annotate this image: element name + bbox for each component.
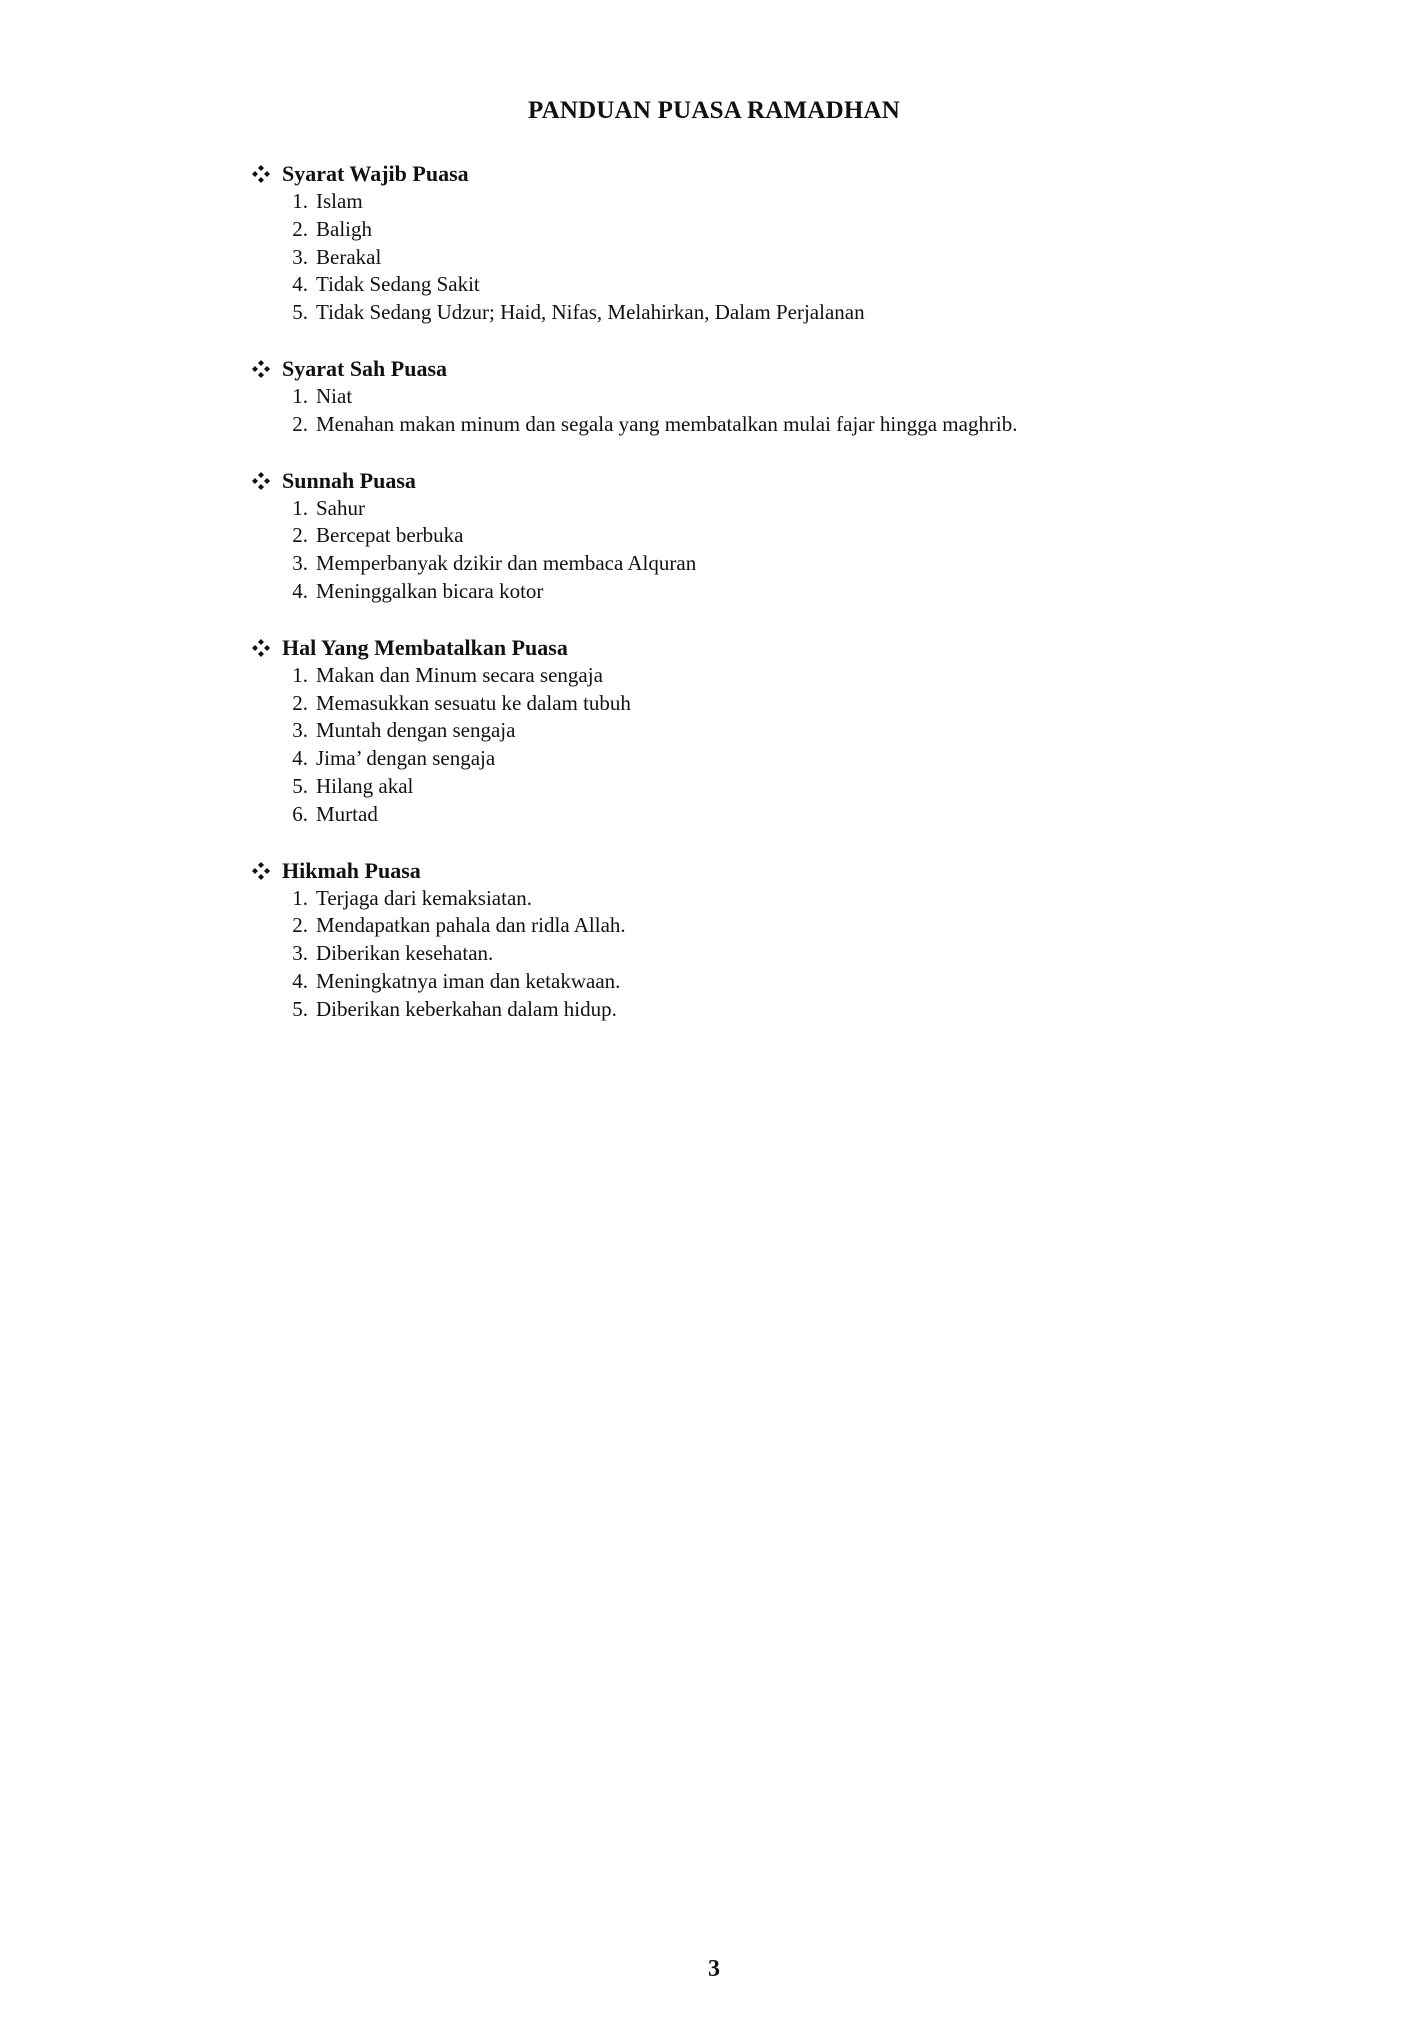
list-item-text: Makan dan Minum secara sengaja bbox=[316, 662, 603, 687]
numbered-list bbox=[252, 662, 1252, 829]
list-item-text: Berakal bbox=[316, 244, 382, 269]
list-item-text: Mendapatkan pahala dan ridla Allah. bbox=[316, 913, 626, 938]
section-heading bbox=[252, 857, 1252, 885]
list-item bbox=[282, 188, 1252, 216]
list-item-text: Meninggalkan bicara kotor bbox=[316, 578, 544, 603]
list-item-text: Baligh bbox=[316, 216, 372, 241]
list-item-text: Diberikan kesehatan. bbox=[316, 941, 494, 966]
list-item bbox=[282, 690, 1252, 718]
list-item-number: 5. bbox=[292, 300, 308, 325]
page-number: 3 bbox=[708, 1956, 720, 1982]
list-item-text: Niat bbox=[316, 383, 353, 408]
list-item-number: 5. bbox=[292, 773, 308, 798]
list-item-text: Memperbanyak dzikir dan membaca Alquran bbox=[316, 551, 697, 576]
section-heading-text: Hikmah Puasa bbox=[282, 857, 421, 883]
list-item-number: 2. bbox=[292, 411, 308, 436]
page-title: PANDUAN PUASA RAMADHAN bbox=[528, 97, 900, 124]
numbered-list bbox=[252, 495, 1252, 606]
list-item-number: 1. bbox=[292, 662, 308, 687]
list-item-number: 4. bbox=[292, 272, 308, 297]
list-item-number: 3. bbox=[292, 244, 308, 269]
section-hal-yang-membatalkan-puasa bbox=[252, 634, 1252, 829]
list-item-text: Muntah dengan sengaja bbox=[316, 718, 516, 743]
list-item-text: Hilang akal bbox=[316, 773, 414, 798]
list-item bbox=[282, 662, 1252, 690]
list-item-text: Sahur bbox=[316, 495, 365, 520]
list-item bbox=[282, 912, 1252, 940]
list-item bbox=[282, 216, 1252, 244]
numbered-list bbox=[252, 885, 1252, 1024]
list-item bbox=[282, 885, 1252, 913]
section-heading-text: Syarat Sah Puasa bbox=[282, 355, 448, 381]
list-item bbox=[282, 411, 1252, 439]
four-diamond-bullet-icon bbox=[252, 467, 282, 495]
list-item bbox=[282, 495, 1252, 523]
section-sunnah-puasa bbox=[252, 467, 1252, 606]
list-item-number: 2. bbox=[292, 690, 308, 715]
four-diamond-bullet-icon bbox=[252, 857, 282, 885]
list-item bbox=[282, 717, 1252, 745]
list-item-number: 4. bbox=[292, 746, 308, 771]
list-item-number: 4. bbox=[292, 578, 308, 603]
list-item-number: 1. bbox=[292, 383, 308, 408]
four-diamond-bullet-icon bbox=[252, 355, 282, 383]
list-item-text: Tidak Sedang Sakit bbox=[316, 272, 480, 297]
four-diamond-bullet-icon bbox=[252, 634, 282, 662]
four-diamond-bullet-icon bbox=[252, 160, 282, 188]
list-item bbox=[282, 522, 1252, 550]
list-item-number: 2. bbox=[292, 913, 308, 938]
list-item bbox=[282, 996, 1252, 1024]
list-item-text: Menahan makan minum dan segala yang membatalkan mulai fajar hingga maghrib. bbox=[316, 411, 1018, 436]
list-item-number: 3. bbox=[292, 941, 308, 966]
numbered-list bbox=[252, 383, 1252, 439]
list-item bbox=[282, 550, 1252, 578]
section-heading bbox=[252, 467, 1252, 495]
section-syarat-wajib-puasa bbox=[252, 160, 1252, 327]
list-item-number: 3. bbox=[292, 551, 308, 576]
list-item bbox=[282, 940, 1252, 968]
list-item bbox=[282, 745, 1252, 773]
section-hikmah-puasa bbox=[252, 857, 1252, 1024]
list-item-text: Terjaga dari kemaksiatan. bbox=[316, 885, 533, 910]
list-item-number: 1. bbox=[292, 495, 308, 520]
list-item bbox=[282, 383, 1252, 411]
list-item-text: Tidak Sedang Udzur; Haid, Nifas, Melahirkan, Dalam Perjalanan bbox=[316, 300, 865, 325]
list-item-number: 5. bbox=[292, 996, 308, 1021]
list-item bbox=[282, 244, 1252, 272]
section-heading-text: Syarat Wajib Puasa bbox=[282, 161, 469, 186]
list-item bbox=[282, 968, 1252, 996]
section-heading bbox=[252, 634, 1252, 662]
list-item bbox=[282, 801, 1252, 829]
list-item-number: 1. bbox=[292, 885, 308, 910]
section-heading bbox=[252, 160, 1252, 188]
list-item-text: Meningkatnya iman dan ketakwaan. bbox=[316, 968, 621, 993]
section-heading bbox=[252, 355, 1252, 383]
list-item-text: Memasukkan sesuatu ke dalam tubuh bbox=[316, 690, 631, 715]
list-item-number: 4. bbox=[292, 968, 308, 993]
list-item-number: 2. bbox=[292, 216, 308, 241]
document-body bbox=[252, 160, 1252, 1052]
list-item-number: 3. bbox=[292, 718, 308, 743]
list-item-text: Murtad bbox=[316, 801, 378, 826]
list-item-number: 1. bbox=[292, 189, 308, 213]
list-item-text: Jima’ dengan sengaja bbox=[316, 746, 496, 771]
list-item-number: 6. bbox=[292, 801, 308, 826]
list-item-text: Diberikan keberkahan dalam hidup. bbox=[316, 996, 617, 1021]
list-item bbox=[282, 271, 1252, 299]
list-item-text: Islam bbox=[316, 189, 363, 213]
section-syarat-sah-puasa bbox=[252, 355, 1252, 439]
list-item-number: 2. bbox=[292, 523, 308, 548]
numbered-list bbox=[252, 188, 1252, 327]
list-item-text: Bercepat berbuka bbox=[316, 523, 464, 548]
list-item bbox=[282, 299, 1252, 327]
section-heading-text: Sunnah Puasa bbox=[282, 467, 416, 493]
list-item bbox=[282, 773, 1252, 801]
list-item bbox=[282, 578, 1252, 606]
section-heading-text: Hal Yang Membatalkan Puasa bbox=[282, 634, 568, 660]
